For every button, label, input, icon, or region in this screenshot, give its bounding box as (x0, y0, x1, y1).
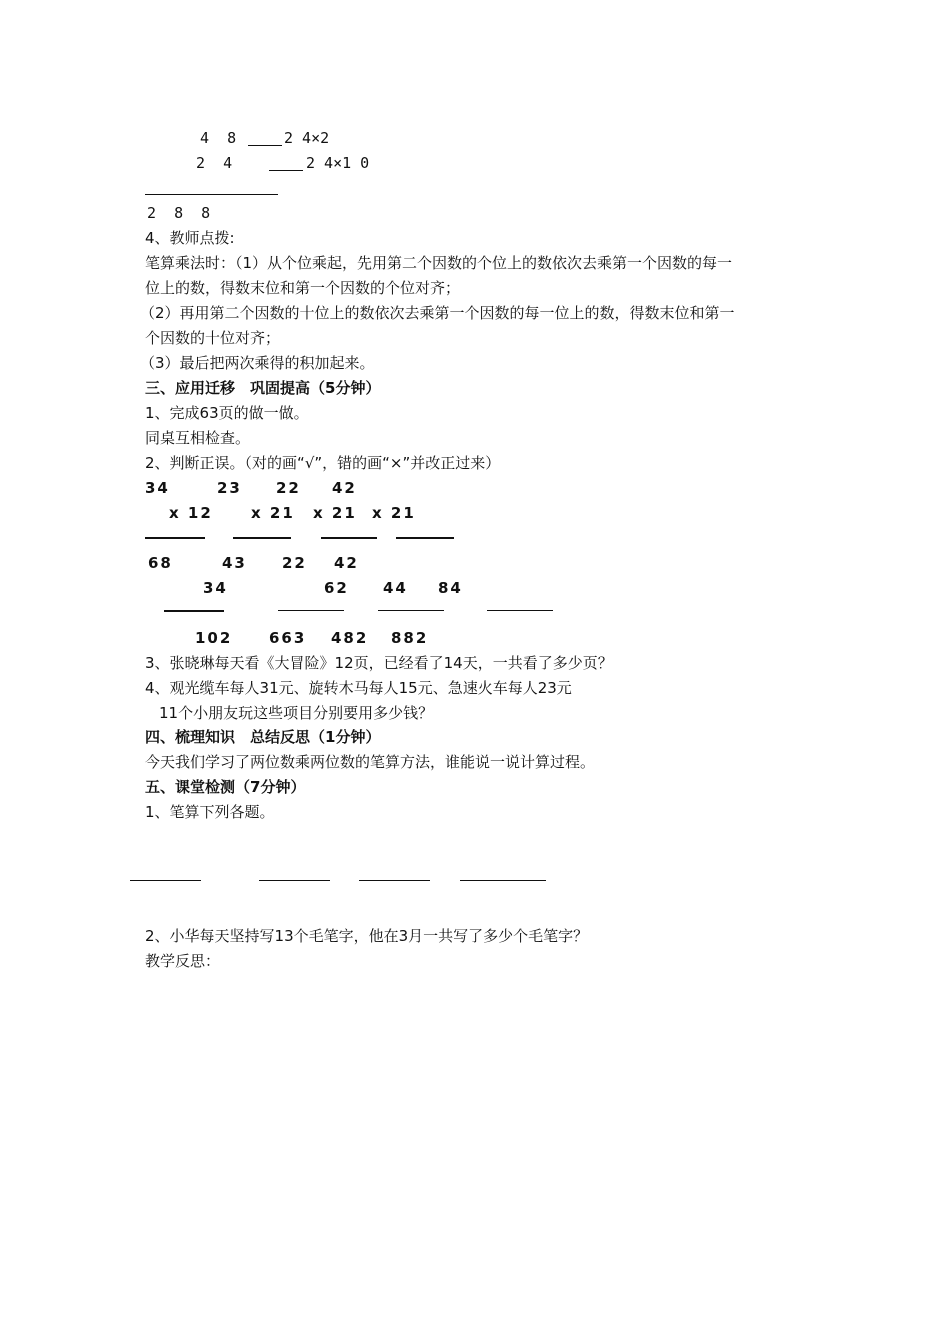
teaching-reflection: 教学反思： (145, 952, 221, 970)
calc-value: x 21 (251, 504, 295, 522)
calc-divider (278, 610, 344, 611)
answer-line (259, 880, 330, 881)
answer-line (359, 880, 430, 881)
calc-value: 34 (145, 479, 170, 497)
calc-value: 42 (332, 479, 357, 497)
calc-divider (487, 610, 553, 611)
step4-p3: （3）最后把两次乘得的积加起来。 (140, 354, 375, 372)
section3-heading: 三、应用迁移 巩固提高（5分钟） (145, 379, 381, 397)
calc-value: 23 (217, 479, 242, 497)
calc-divider (321, 537, 377, 539)
calc-value: 62 (324, 579, 349, 597)
calc-value: 482 (331, 629, 369, 647)
calc-value: 68 (148, 554, 173, 572)
calc-divider (145, 537, 205, 539)
calc-value: x 12 (169, 504, 213, 522)
blank-line (269, 170, 303, 171)
step4-p1b: 位上的数，得数末位和第一个因数的个位对齐； (145, 279, 461, 297)
step4-title: 4、教师点拨: (145, 229, 235, 247)
calc-row-1-right: 2 4×2 (284, 129, 330, 147)
step4-p2a: （2）再用第二个因数的十位上的数依次去乘第一个因数的每一位上的数，得数末位和第一 (140, 304, 735, 322)
calc-value: 43 (222, 554, 247, 572)
calc-value: 22 (276, 479, 301, 497)
calc-divider (378, 610, 444, 611)
answer-line (130, 880, 201, 881)
calc-result: 2 8 8 (147, 204, 211, 222)
calc-value: x 21 (313, 504, 357, 522)
section3-q4: 4、观光缆车每人31元、旋转木马每人15元、急速火车每人23元 (145, 679, 572, 697)
answer-line (460, 880, 546, 881)
section4-text: 今天我们学习了两位数乘两位数的笔算方法，谁能说一说计算过程。 (145, 753, 596, 771)
calc-divider (396, 537, 454, 539)
calc-divider (233, 537, 291, 539)
step4-p1a: 笔算乘法时：（1）从个位乘起，先用第二个因数的个位上的数依次去乘第一个因数的每一 (145, 254, 733, 272)
calc-value: 663 (269, 629, 307, 647)
calc-divider (145, 194, 278, 195)
calc-value: 44 (383, 579, 408, 597)
calc-value: 102 (195, 629, 233, 647)
calc-row-2-left: 2 4 (196, 154, 233, 172)
blank-line (248, 145, 282, 146)
calc-value: 42 (334, 554, 359, 572)
calc-value: 34 (203, 579, 228, 597)
calc-value: 84 (438, 579, 463, 597)
calc-value: 22 (282, 554, 307, 572)
calc-row-2-right: 2 4×1 0 (306, 154, 370, 172)
calc-value: 882 (391, 629, 429, 647)
section5-heading: 五、课堂检测（7分钟） (145, 778, 306, 796)
section3-q3: 3、张晓琳每天看《大冒险》12页，已经看了14天，一共看了多少页？ (145, 654, 613, 672)
section3-q1: 1、完成63页的做一做。 (145, 404, 309, 422)
section3-q4b: 11个小朋友玩这些项目分别要用多少钱？ (159, 704, 434, 722)
calc-row-1-left: 4 8 (200, 129, 237, 147)
section3-q2: 2、判断正误。（对的画“√”，错的画“×”并改正过来） (145, 454, 501, 472)
section5-q1: 1、笔算下列各题。 (145, 803, 275, 821)
section5-q2: 2、小华每天坚持写13个毛笔字，他在3月一共写了多少个毛笔字？ (145, 927, 589, 945)
calc-divider (164, 610, 224, 612)
calc-value: x 21 (372, 504, 416, 522)
section3-q1b: 同桌互相检查。 (145, 429, 251, 447)
step4-p2b: 个因数的十位对齐； (145, 329, 281, 347)
section4-heading: 四、梳理知识 总结反思（1分钟） (145, 728, 381, 746)
